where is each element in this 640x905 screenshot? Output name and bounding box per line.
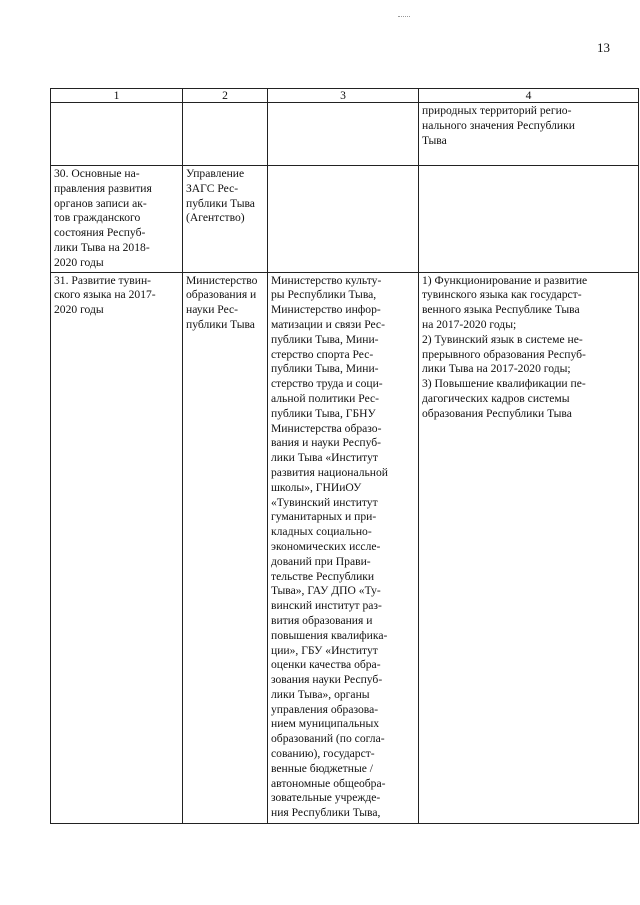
program-name-cell: 30. Основные на- правления развития органов записи ак- тов гражданского состояния Респуб- лики Тыва на 2018- 2020 годы: [51, 166, 183, 273]
subprograms-cell: 1) Функционирование и развитие тувинского языка как государст- венного языка Республике Тыва на 2017-2020 годы; 2) Тувинский язык в системе не- прерывного образования Респуб- лики Тыва на 2017-2020 годы; 3) Повышение квалификации пе- дагогических кадров системы образования Республики Тыва: [419, 272, 639, 823]
programs-table: [50, 88, 639, 824]
program-name-cell: [51, 103, 183, 166]
scan-artifact: [398, 16, 410, 19]
table-row: [51, 272, 639, 823]
table-header-row: [51, 89, 639, 103]
responsible-executor-cell: Управление ЗАГС Рес- публики Тыва (Агентство): [183, 166, 268, 273]
subprograms-cell: природных территорий регио- нального значения Республики Тыва: [419, 103, 639, 166]
co-executors-cell: Министерство культу- ры Республики Тыва, Министерство инфор- матизации и связи Рес- публики Тыва, Мини- стерство спорта Рес- публики Тыва, Мини- стерство труда и соци- альной политики Рес- публики Тыва, ГБНУ Министерства образо- вания и науки Респуб- лики Тыва «Институт развития национальной школы», ГНИиОУ «Тувинский институт гуманитарных и при- кладных социально- экономических иссле- дований при Прави- тельстве Республики Тыва», ГАУ ДПО «Ту- винский институт раз- вития образования и повышения квалифика- ции», ГБУ «Институт оценки качества обра- зования науки Респуб- лики Тыва», органы управления образова- нием муниципальных образований (по согла- сованию), государст- венные бюджетные / автономные общеобра- зовательные учрежде- ния Республики Тыва,: [268, 272, 419, 823]
co-executors-cell: [268, 103, 419, 166]
table-row: [51, 166, 639, 273]
column-header-2: 2: [183, 89, 268, 103]
page-number: 13: [597, 40, 610, 55]
program-name-cell: 31. Развитие тувин- ского языка на 2017- 2020 годы: [51, 272, 183, 823]
responsible-executor-cell: Министерство образования и науки Рес- публики Тыва: [183, 272, 268, 823]
responsible-executor-cell: [183, 103, 268, 166]
subprograms-cell: [419, 166, 639, 273]
column-header-4: 4: [419, 89, 639, 103]
column-header-1: 1: [51, 89, 183, 103]
co-executors-cell: [268, 166, 419, 273]
column-header-3: 3: [268, 89, 419, 103]
table-row: [51, 103, 639, 166]
